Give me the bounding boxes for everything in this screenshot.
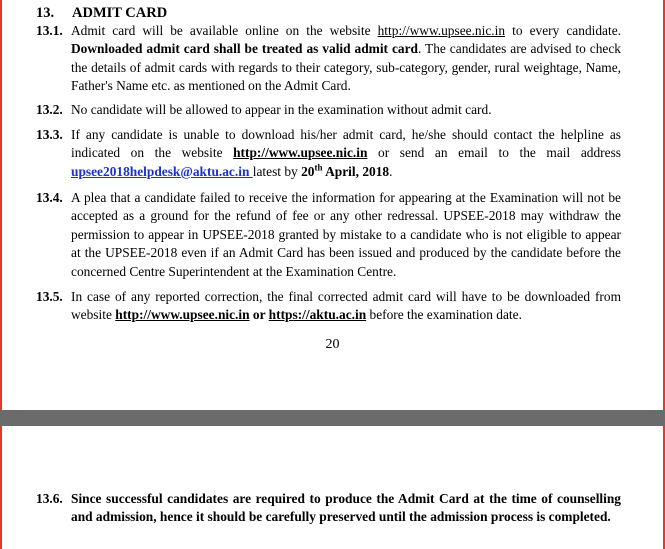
clause-text: Since successful candidates are required to produce the Admit Card at the time of counselling and admission, hence it should be carefully preserved until the admission process is completed. bbox=[71, 491, 621, 525]
clause-text: . The candidates are advised to check the details of admit cards with regards to their category, sub-category, gender, rural weightage, Name, Father's Name etc. as mentioned on the Admit Card. bbox=[71, 41, 621, 94]
date-month-year: April, 2018 bbox=[322, 163, 390, 179]
section-number: 13. bbox=[36, 5, 55, 21]
clause-text: No candidate will be allowed to appear in the examination without admit card. bbox=[71, 102, 492, 117]
section-heading bbox=[36, 5, 167, 22]
clause-text: If any candidate is unable to download his/her admit card, he/she should contact the helpline as indicated on the website bbox=[71, 127, 621, 161]
clause-text: or send an email to the mail address bbox=[367, 145, 621, 161]
section-title: ADMIT CARD bbox=[72, 5, 168, 21]
date-day: 20 bbox=[301, 163, 315, 179]
clause-13-6 bbox=[36, 490, 621, 527]
deadline-date bbox=[301, 164, 389, 179]
clause-number: 13.4. bbox=[36, 190, 63, 205]
clause-13-5 bbox=[36, 288, 621, 325]
clause-text: . bbox=[389, 163, 393, 179]
clause-number: 13.3. bbox=[36, 127, 63, 142]
date-suffix: th bbox=[314, 162, 323, 173]
page-separator bbox=[0, 410, 665, 426]
website-link[interactable]: http://www.upsee.nic.in bbox=[115, 307, 250, 323]
clause-number: 13.2. bbox=[36, 102, 63, 117]
clause-text: to every candidate. bbox=[505, 23, 622, 38]
clause-number: 13.6. bbox=[36, 491, 63, 506]
website-link[interactable]: http://www.upsee.nic.in bbox=[233, 145, 368, 161]
clause-text: In case of any reported correction, the final corrected admit card will have to be downloaded from website bbox=[71, 289, 621, 323]
clause-number: 13.1. bbox=[36, 23, 63, 38]
clause-text: A plea that a candidate failed to receive the information for appearing at the Examination will not be accepted as a ground for the refund of fee or any other redressal. UPSEE-2018 may withdraw the permission to appear in UPSEE-2018 granted by mistake to a candidate who is not eligible to appear at the UPSEE-2018 even if an Admit Card has been issued and produced by the candidate before the concerned Centre Superintendent at the Examination Centre. bbox=[71, 190, 621, 279]
clause-number: 13.5. bbox=[36, 289, 63, 304]
clause-text: before the examination date. bbox=[366, 307, 522, 323]
clause-13-3 bbox=[36, 126, 621, 181]
clause-bold-text: Downloaded admit card shall be treated as valid admit card bbox=[71, 41, 418, 57]
clause-13-1 bbox=[36, 22, 621, 96]
email-link[interactable]: upsee2018helpdesk@aktu.ac.in bbox=[71, 163, 253, 179]
clause-text: Admit card will be available online on the website bbox=[71, 23, 378, 38]
document-page-2 bbox=[0, 426, 665, 549]
page-number: 20 bbox=[325, 337, 340, 352]
clause-text: latest by bbox=[252, 163, 302, 179]
website-link[interactable]: http://www.upsee.nic.in bbox=[377, 23, 506, 38]
clause-13-4 bbox=[36, 189, 621, 281]
clause-13-2 bbox=[36, 101, 621, 119]
clause-bold-text: or bbox=[249, 307, 269, 323]
aktu-link[interactable]: https://aktu.ac.in bbox=[268, 307, 367, 323]
